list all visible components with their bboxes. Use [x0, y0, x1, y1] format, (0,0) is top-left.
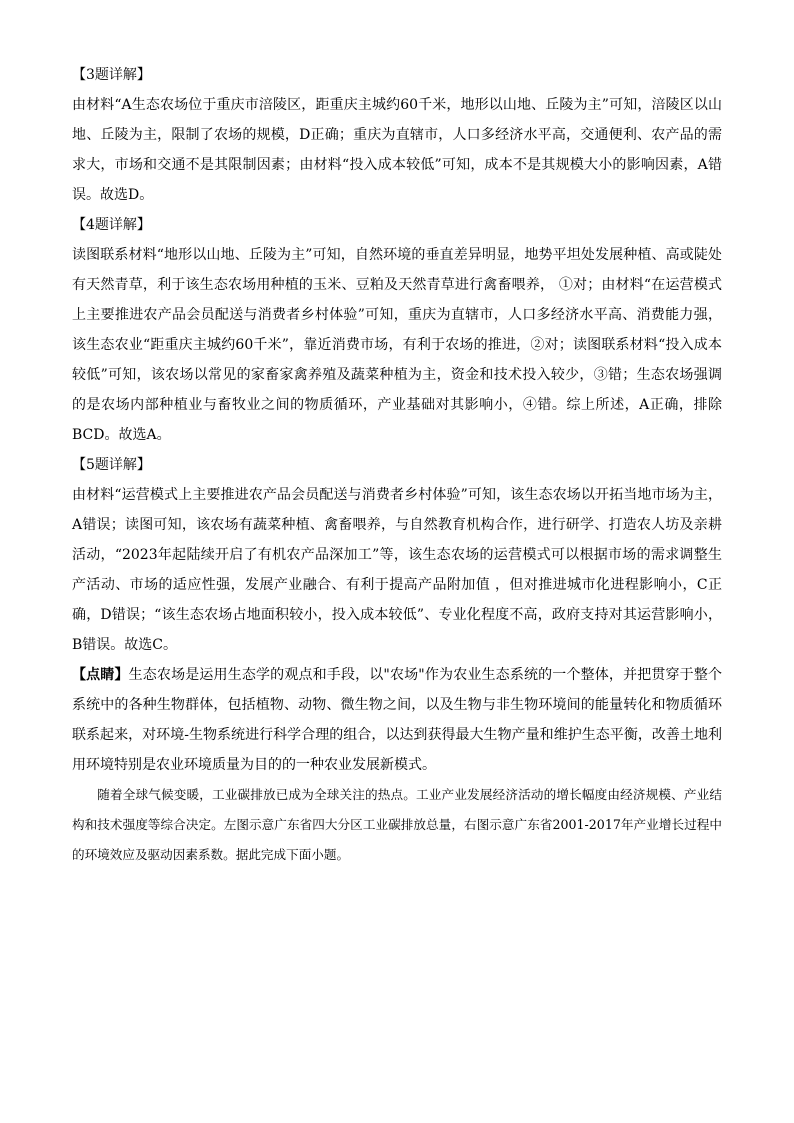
q5-explanation-body: 由材料“运营模式上主要推进农产品会员配送与消费者乡村体验”可知，该生态农场以开拓当地市场为主，A错误；读图可知，该农场有蔬菜种植、禽畜喂养，与自然教育机构合作，进行研学、打造农人坊及亲耕活动，“2023年起陆续开启了有机农产品深加工”等，该生态农场的运营模式可以根据市场的需求调整生产活动、市场的适应性强，发展产业融合、有利于提高产品附加值 ，但对推进城市化进程影响小，C正确，D错误；“该生态农场占地面积较小，投入成本较低”、专业化程度不高，政府支持对其运营影响小，B错误。故选C。: [72, 487, 722, 653]
q5-explanation-heading: 【5题详解】: [72, 457, 151, 473]
q3-explanation-body: 由材料“A生态农场位于重庆市涪陵区，距重庆主城约60千米，地形以山地、丘陵为主”可知，涪陵区以山地、丘陵为主，限制了农场的规模，D正确；重庆为直辖市，人口多经济水平高，交通便利、农产品的需求大，市场和交通不是其限制因素；由材料“投入成本较低”可知，成本不是其规模大小的影响因素，A错误。故选D。: [72, 97, 722, 203]
q4-explanation-heading: 【4题详解】: [72, 217, 151, 233]
next-question-intro: 随着全球气候变暖，工业碳排放已成为全球关注的热点。工业产业发展经济活动的增长幅度由经济规模、产业结构和技术强度等综合决定。左图示意广东省四大分区工业碳排放总量，右图示意广东省2001-2017年产业增长过程中的环境效应及驱动因素系数。据此完成下面小题。: [72, 787, 722, 862]
q3-explanation-heading: 【3题详解】: [72, 67, 151, 83]
q4-explanation-body: 读图联系材料“地形以山地、丘陵为主”可知，自然环境的垂直差异明显，地势平坦处发展种植、高或陡处有天然青草，利于该生态农场用种植的玉米、豆粕及天然青草进行禽畜喂养， ①对；由材料“在运营模式上主要推进农产品会员配送与消费者乡村体验”可知，重庆为直辖市，人口多经济水平高、消费能力强，该生态农业“距重庆主城约60千米”，靠近消费市场，有利于农场的推进，②对；读图联系材料“投入成本较低”可知，该农场以常见的家畜家禽养殖及蔬菜种植为主，资金和技术投入较少，③错；生态农场强调的是农场内部种植业与畜牧业之间的物质循环，产业基础对其影响小，④错。综上所述，A正确，排除BCD。故选A。: [72, 247, 722, 443]
document-page: [72, 60, 722, 870]
key-point-label: 【点睛】: [72, 667, 129, 683]
key-point-body: 生态农场是运用生态学的观点和手段，以"农场"作为农业生态系统的一个整体，并把贯穿于整个系统中的各种生物群体，包括植物、动物、微生物之间，以及生物与非生物环境间的能量转化和物质循环联系起来，对环境-生物系统进行科学合理的组合，以达到获得最大生物产量和维护生态平衡，改善土地利用环境特别是农业环境质量为目的的一种农业发展新模式。: [72, 667, 722, 773]
key-point-paragraph: [72, 660, 722, 780]
